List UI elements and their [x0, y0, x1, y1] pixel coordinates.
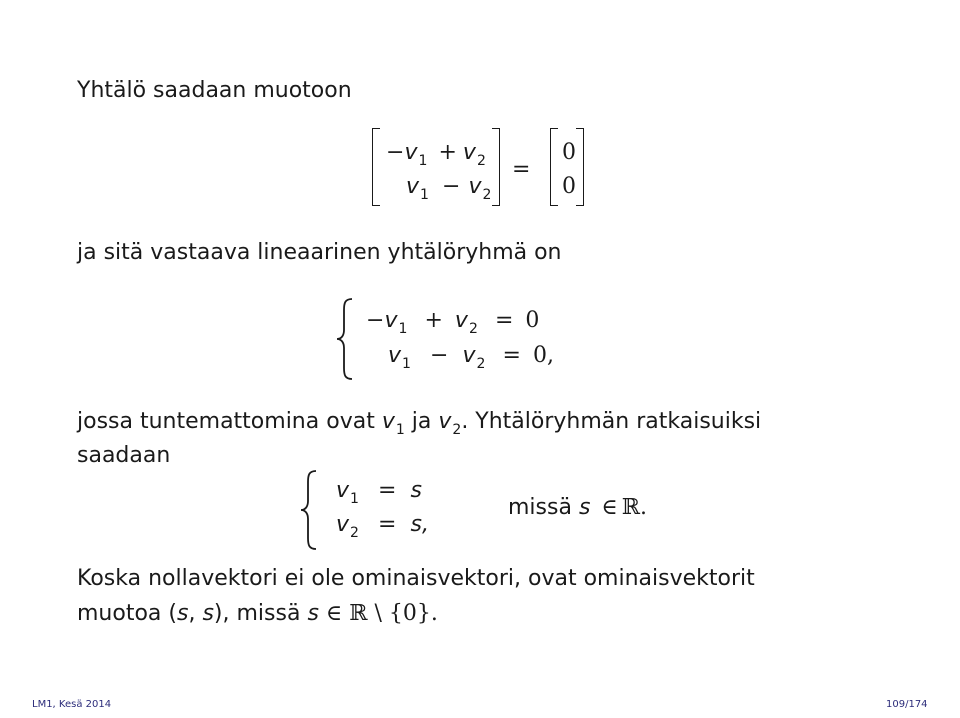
footer-course: LM1, Kesä 2014 — [32, 699, 112, 710]
equation-system — [336, 298, 626, 380]
solution-row-1: v1 = s — [336, 478, 422, 507]
text-line-conclusion: Koska nollavektori ei ole ominaisvektori, ovat ominaisvektorit — [77, 566, 755, 591]
solution-system — [300, 470, 700, 550]
system-row-2: v1 − v2 = 0, — [388, 343, 554, 372]
rhs-value-2: 0 — [562, 174, 576, 199]
left-bracket-rhs — [550, 128, 558, 206]
rhs-value-1: 0 — [562, 140, 576, 165]
solution-brace — [300, 470, 318, 550]
text-line-unknowns: jossa tuntemattomina ovat $v_1$ ja $v_2$. Yhtälöryhmän ratkaisuiksi — [77, 409, 762, 438]
system-row-1: −v1 + v2 = 0 — [366, 308, 540, 337]
text-line-intro: Yhtälö saadaan muotoon — [77, 78, 352, 103]
left-bracket — [372, 128, 380, 206]
left-brace — [336, 298, 354, 380]
right-bracket-rhs — [576, 128, 584, 206]
matrix-row-2: v1 − v2 — [406, 174, 492, 203]
right-bracket — [492, 128, 500, 206]
text-line-system-intro: ja sitä vastaava lineaarinen yhtälöryhmä on — [77, 240, 562, 265]
footer-page-number: 109/174 — [886, 699, 928, 710]
solution-domain: missä s ∈ ℝ. — [508, 495, 647, 520]
solution-row-2: v2 = s, — [336, 512, 429, 541]
text-line-eigenvector-form: muotoa (s, s), missä s ∈ ℝ \ {0}. — [77, 601, 438, 626]
matrix-equation — [372, 128, 597, 208]
equals-sign: = — [512, 157, 531, 182]
text-line-saadaan: saadaan — [77, 443, 171, 468]
matrix-row-1: −v1 + v2 — [386, 140, 486, 169]
